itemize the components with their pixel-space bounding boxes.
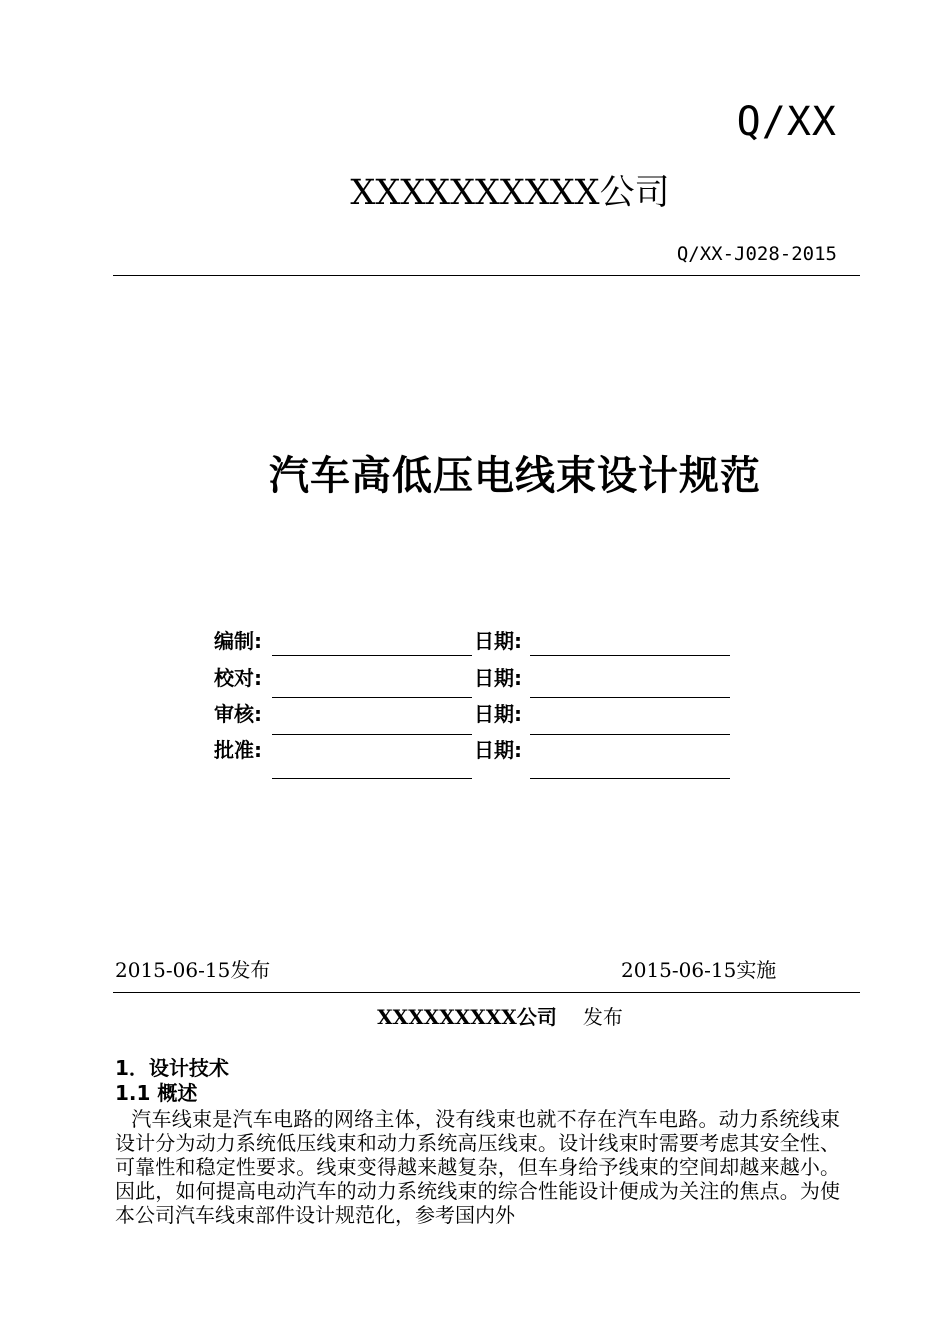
body-paragraph <box>115 1107 840 1227</box>
publisher-action: 发布 <box>582 1005 623 1029</box>
date-line[interactable] <box>530 697 730 698</box>
date-line[interactable] <box>530 734 730 735</box>
signature-line[interactable] <box>272 655 472 656</box>
signoff-label-compile: 编制: <box>214 629 262 653</box>
signature-line[interactable] <box>272 778 472 779</box>
body-paragraph-text: 汽车线束是汽车电路的网络主体，没有线束也就不存在汽车电路。动力系统线束设计分为动力系统低压线束和动力系统高压线束。设计线束时需要考虑其安全性、可靠性和稳定性要求。线束变得越来越复杂，但车身给予线束的空间却越来越小。因此，如何提高电动汽车的动力系统线束的综合性能设计便成为关注的焦点。为使本公司汽车线束部件设计规范化，参考国内外 <box>115 1107 840 1227</box>
document-title: 汽车高低压电线束设计规范 <box>269 453 761 499</box>
signature-line[interactable] <box>272 734 472 735</box>
signoff-date-label: 日期: <box>474 629 522 653</box>
effective-date: 2015-06-15实施 <box>621 958 777 982</box>
signoff-label-review: 审核: <box>214 702 262 726</box>
signature-line[interactable] <box>272 697 472 698</box>
header-divider <box>113 275 860 276</box>
date-line[interactable] <box>530 778 730 779</box>
subsection-heading: 1.1 概述 <box>115 1081 198 1105</box>
signoff-date-label: 日期: <box>474 702 522 726</box>
publisher-line <box>0 1004 950 1030</box>
date-line[interactable] <box>530 655 730 656</box>
footer-divider <box>113 992 860 993</box>
company-title: XXXXXXXXXX公司 <box>350 173 670 213</box>
release-date: 2015-06-15发布 <box>115 958 271 982</box>
signoff-label-proofread: 校对: <box>214 666 262 690</box>
standard-mark: Q/XX <box>736 99 837 145</box>
section-heading: 1．设计技术 <box>115 1056 229 1080</box>
signoff-date-label: 日期: <box>474 738 522 762</box>
publisher-company: XXXXXXXXX公司 <box>377 1005 557 1029</box>
standard-number: Q/XX-J028-2015 <box>676 243 837 265</box>
signoff-label-approve: 批准: <box>214 738 262 762</box>
signoff-date-label: 日期: <box>474 666 522 690</box>
